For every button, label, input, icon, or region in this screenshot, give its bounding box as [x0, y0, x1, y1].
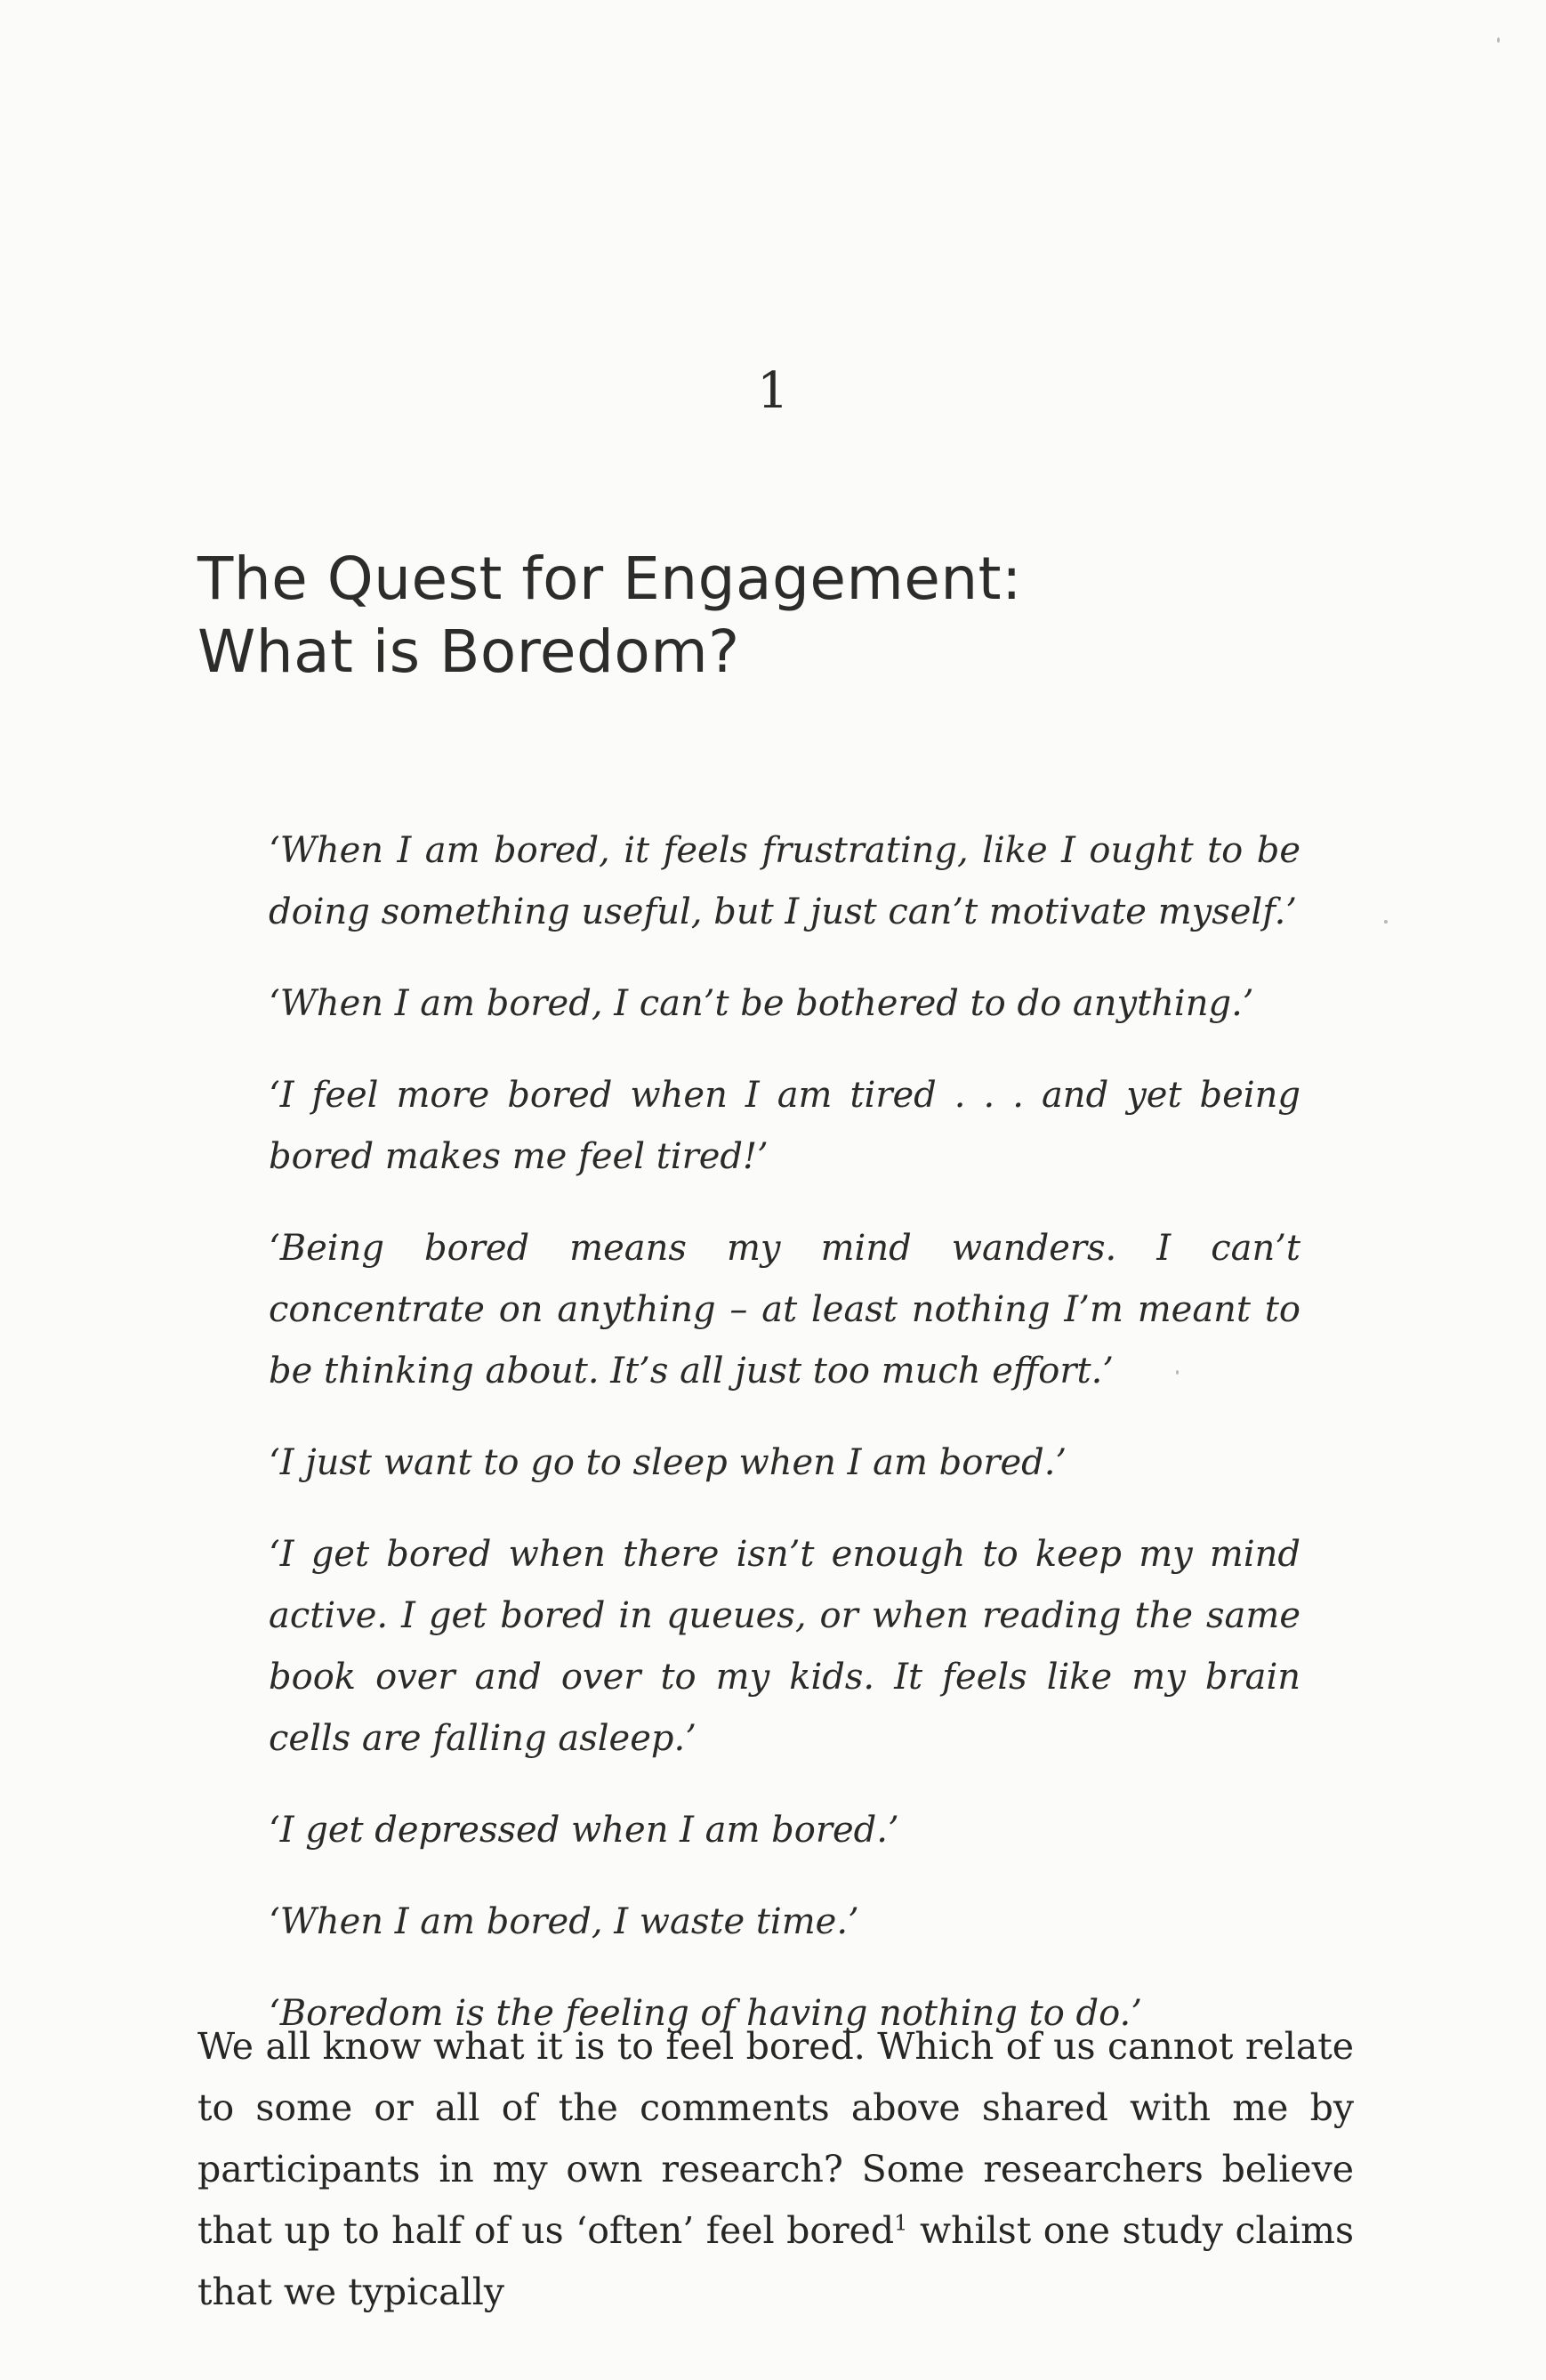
quote-5: ‘I just want to go to sleep when I am bored.’ [269, 1442, 1067, 1483]
footnote-marker[interactable]: 1 [894, 2210, 908, 2236]
chapter-title-line-2: What is Boredom? [197, 617, 740, 686]
quote-2: ‘When I am bored, I can’t be bothered to do anything.’ [269, 983, 1254, 1024]
chapter-title [197, 543, 1443, 689]
quote-6: ‘I get bored when there isn’t enough to keep my mind active. I get bored in queues, or when reading the same book over and over to my kids. It feels like my brain cells are falling asleep.’ [269, 1534, 1300, 1759]
body-text-continued: whilst one study claims that we typically [197, 2209, 1354, 2313]
quote-3: ‘I feel more bored when I am tired . . . and yet being bored makes me feel tired!’ [269, 1075, 1300, 1177]
body-text: We all know what it is to feel bored. Which of us cannot relate to some or all of the comments above shared with me by participants in my own research? Some researchers believe that up to half of us ‘often’ feel bored [197, 2025, 1354, 2252]
quote-4: ‘Being bored means my mind wanders. I can’t concentrate on anything – at least nothing I’m meant to be thinking about. It’s all just too much effort.’ [269, 1228, 1300, 1392]
body-paragraph [197, 2016, 1354, 2323]
chapter-title-line-1: The Quest for Engagement: [197, 545, 1022, 613]
quote-1: ‘When I am bored, it feels frustrating, like I ought to be doing something useful, but I just can’t motivate myself.’ [269, 830, 1300, 932]
epigraph-quotes [269, 820, 1300, 2075]
quote-8: ‘When I am bored, I waste time.’ [269, 1901, 859, 1942]
scan-speck [1497, 37, 1500, 43]
quote-7: ‘I get depressed when I am bored.’ [269, 1810, 899, 1851]
chapter-number: 1 [757, 362, 789, 420]
quote-9: ‘Boredom is the feeling of having nothing to do.’ [269, 1993, 1142, 2034]
scan-speck [1176, 1370, 1179, 1375]
scan-speck [1384, 920, 1388, 924]
